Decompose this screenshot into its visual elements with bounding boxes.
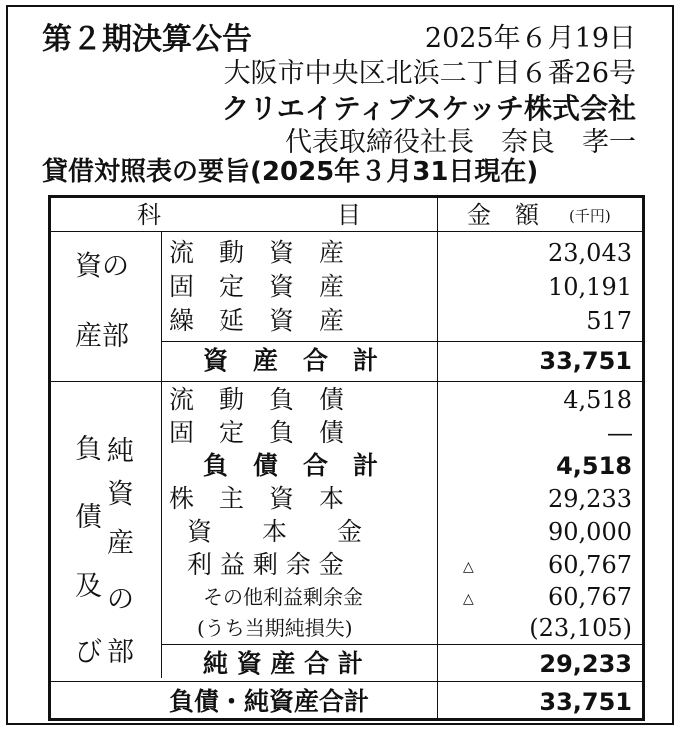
net-assets-total-amount: 29,233 <box>539 650 632 678</box>
liab-section-char: 純 <box>107 436 134 467</box>
liab-section-char: 部 <box>107 637 134 668</box>
net-assets-total-label: 純 資 産 合 計 <box>203 649 363 678</box>
header-divider <box>51 231 642 232</box>
assets-total-divider <box>161 341 642 342</box>
equity-row-label: (うち当期純損失) <box>197 616 353 640</box>
amount-column-divider <box>437 198 438 718</box>
grand-total-label: 負債・純資産合計 <box>169 687 370 716</box>
asset-row-label: 固 定 資 産 <box>169 272 345 301</box>
equity-row-amount: (23,105) <box>529 614 632 642</box>
section-column-divider <box>161 231 162 678</box>
equity-row-label: 株 主 資 本 <box>169 484 345 513</box>
liab-row-label: 固 定 負 債 <box>169 418 345 447</box>
liab-section-char: 及 <box>75 571 102 602</box>
header-unit: (千円) <box>569 207 611 225</box>
liab-row-amount: ― <box>608 419 632 447</box>
equity-row-amount: 90,000 <box>548 518 632 546</box>
grand-total-amount: 33,751 <box>539 688 632 716</box>
header-item-right: 目 <box>337 201 361 229</box>
asset-row-amount: 10,191 <box>548 273 632 301</box>
asset-row-label: 繰 延 資 産 <box>169 306 345 335</box>
equity-row-label: その他利益剰余金 <box>203 585 363 609</box>
public-notice <box>6 5 674 725</box>
assets-divider <box>51 381 642 382</box>
liabilities-total-amount: 4,518 <box>556 452 632 480</box>
header-amount: 金 額 <box>467 201 539 229</box>
assets-section-label-2: 産部 <box>75 321 129 352</box>
notice-title: 第２期決算公告 <box>42 22 252 57</box>
notice-date: 2025年６月19日 <box>424 23 636 54</box>
liab-row-amount: 4,518 <box>563 386 632 414</box>
company-address: 大阪市中央区北浜二丁目６番26号 <box>223 58 636 89</box>
assets-total-label: 資 産 合 計 <box>203 346 379 375</box>
balance-sheet-subtitle: 貸借対照表の要旨(2025年３月31日現在) <box>42 157 539 187</box>
grand-total-divider <box>51 681 642 682</box>
liab-section-char: の <box>107 584 134 615</box>
negative-mark: △ <box>463 559 474 575</box>
liab-section-char: び <box>75 637 102 668</box>
asset-row-amount: 23,043 <box>548 239 632 267</box>
liab-section-char: 債 <box>75 502 102 533</box>
equity-row-label: 資 本 金 <box>187 517 363 546</box>
equity-row-amount: 29,233 <box>548 485 632 513</box>
liab-section-char: 産 <box>107 528 134 559</box>
asset-row-label: 流 動 資 産 <box>169 238 345 267</box>
negative-mark: △ <box>463 591 474 607</box>
equity-row-amount: 60,767 <box>548 551 632 579</box>
company-name: クリエイティブスケッチ株式会社 <box>221 92 636 125</box>
representative: 代表取締役社長 奈良 孝一 <box>285 127 636 158</box>
assets-total-amount: 33,751 <box>539 347 632 375</box>
liab-section-char: 資 <box>107 479 134 510</box>
balance-sheet-table <box>48 195 645 721</box>
liabilities-total-label: 負 債 合 計 <box>203 451 379 480</box>
net-assets-total-divider <box>161 644 642 645</box>
assets-section-label-1: 資の <box>75 251 129 282</box>
equity-row-label: 利 益 剰 余 金 <box>187 550 344 579</box>
liab-row-label: 流 動 負 債 <box>169 385 345 414</box>
equity-row-amount: 60,767 <box>548 583 632 611</box>
header-item-left: 科 <box>137 201 161 229</box>
asset-row-amount: 517 <box>586 307 632 335</box>
liab-section-char: 負 <box>75 434 102 465</box>
